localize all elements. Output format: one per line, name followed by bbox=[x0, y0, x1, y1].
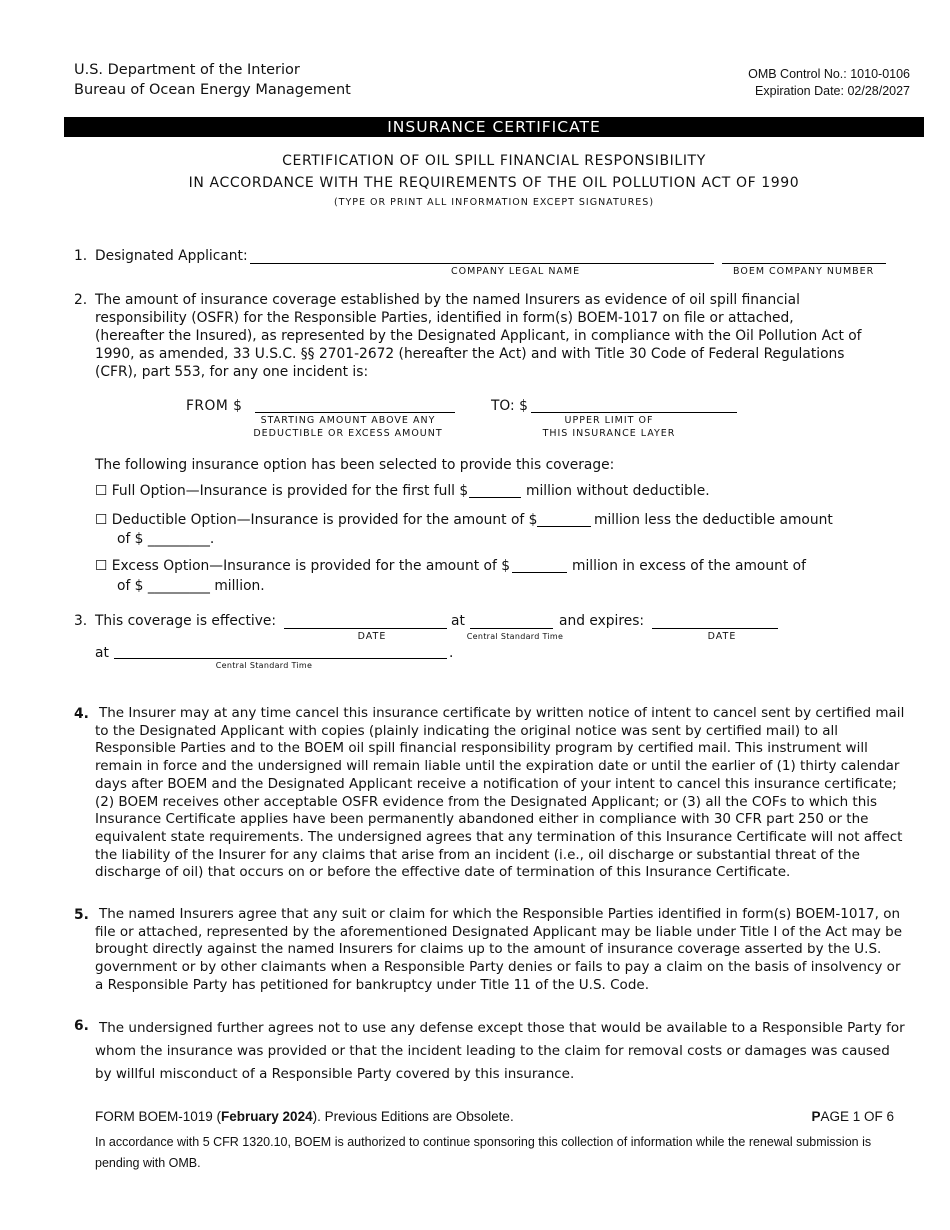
boem-company-number-caption: BOEM COMPANY NUMBER bbox=[733, 266, 875, 277]
designated-applicant-label: Designated Applicant: bbox=[95, 248, 248, 264]
item-5-text: The named Insurers agree that any suit or claim for which the Responsible Parties identified in form(s) BOEM-1017, on file or attached, represented by the aforementioned Designated Applicant may be liable under Title I of the Act may be brought directly against the named Insurers for claims up to the amount of insurance coverage asserted by the U.S. government or by other claimants when a Responsible Party denies or fails to pay a claim on the basis of insolvency or a Responsible Party has petitioned for bankruptcy under Title 11 of the U.S. Code. bbox=[95, 906, 903, 993]
to-amount-field[interactable] bbox=[531, 412, 737, 413]
excess-option-text-a[interactable]: ☐ Excess Option—Insurance is provided for the amount of $ bbox=[95, 558, 510, 574]
page-number bbox=[811, 1109, 894, 1124]
effective-time-caption: Central Standard Time bbox=[466, 632, 564, 641]
subtitle-line-1: CERTIFICATION OF OIL SPILL FINANCIAL RESPONSIBILITY bbox=[282, 153, 706, 169]
full-option-amount-field[interactable] bbox=[469, 497, 521, 498]
option-intro: The following insurance option has been selected to provide this coverage: bbox=[95, 457, 615, 473]
expiration-time-field[interactable] bbox=[114, 658, 447, 659]
department-name: U.S. Department of the Interior bbox=[74, 62, 300, 78]
effective-at-label: at bbox=[451, 613, 465, 629]
full-option-text-b: million without deductible. bbox=[526, 483, 710, 499]
item-2-text: The amount of insurance coverage established by the named Insurers as evidence of oil spill financial responsibility (OSFR) for the Responsible Parties, identified in form(s) BOEM-1017 on file or attached, (hereafter the Insured), as represented by the Designated Applicant, in compliance with the Oil Pollution Act of 1990, as amended, 33 U.S.C. §§ 2701-2672 (hereafter the Act) and with Title 30 Code of Federal Regulations (CFR), part 553, for any one incident is: bbox=[95, 292, 862, 380]
form-number bbox=[95, 1109, 514, 1124]
item-2-number: 2. bbox=[74, 292, 88, 308]
expires-at-label: at bbox=[95, 645, 109, 661]
effective-date-caption: DATE bbox=[357, 631, 387, 642]
boem-company-number-field[interactable] bbox=[722, 263, 886, 264]
effective-date-field[interactable] bbox=[284, 628, 447, 629]
deductible-amount-line[interactable]: of $ _________. bbox=[117, 531, 215, 547]
item-5-number: 5. bbox=[74, 907, 89, 923]
form-id-text: FORM BOEM-1019 ( bbox=[95, 1109, 222, 1124]
to-caption-1: UPPER LIMIT OF bbox=[564, 415, 654, 426]
expiration-date: Expiration Date: 02/28/2027 bbox=[755, 84, 910, 98]
full-option-text-a[interactable]: ☐ Full Option—Insurance is provided for the first full $ bbox=[95, 483, 469, 499]
form-revision-date: February 2024 bbox=[221, 1109, 313, 1124]
effective-time-field[interactable] bbox=[470, 628, 553, 629]
item-6-number: 6. bbox=[74, 1018, 89, 1034]
bureau-name: Bureau of Ocean Energy Management bbox=[74, 82, 351, 98]
excess-option-amount-field[interactable] bbox=[512, 572, 567, 573]
from-amount-label: FROM $ bbox=[186, 398, 243, 414]
to-amount-label: TO: $ bbox=[491, 398, 528, 414]
deductible-option-text-b: million less the deductible amount bbox=[594, 512, 833, 528]
omb-control-number: OMB Control No.: 1010-0106 bbox=[748, 67, 910, 81]
from-caption-1: STARTING AMOUNT ABOVE ANY bbox=[260, 415, 436, 426]
page-number-initial: P bbox=[811, 1109, 821, 1124]
page-number-text: AGE 1 OF 6 bbox=[820, 1109, 894, 1124]
omb-renewal-note: In accordance with 5 CFR 1320.10, BOEM is authorized to continue sponsoring this collection of information while the renewal submission is pending with OMB. bbox=[95, 1135, 872, 1170]
deductible-option-amount-field[interactable] bbox=[537, 526, 591, 527]
to-caption-2: THIS INSURANCE LAYER bbox=[542, 428, 676, 439]
expiration-date-caption: DATE bbox=[707, 631, 737, 642]
coverage-effective-label: This coverage is effective: bbox=[95, 613, 277, 629]
from-caption-2: DEDUCTIBLE OR EXCESS AMOUNT bbox=[253, 428, 443, 439]
omb-block bbox=[748, 66, 910, 100]
item-3-period: . bbox=[449, 645, 454, 661]
expiration-time-caption: Central Standard Time bbox=[215, 661, 313, 670]
item-1-number: 1. bbox=[74, 248, 88, 264]
expires-label: and expires: bbox=[559, 613, 645, 629]
subtitle-line-2: IN ACCORDANCE WITH THE REQUIREMENTS OF THE OIL POLLUTION ACT OF 1990 bbox=[188, 175, 800, 191]
company-legal-name-field[interactable] bbox=[250, 263, 714, 264]
from-amount-field[interactable] bbox=[255, 412, 455, 413]
deductible-option-text-a[interactable]: ☐ Deductible Option—Insurance is provided for the amount of $ bbox=[95, 512, 538, 528]
excess-option-text-b: million in excess of the amount of bbox=[572, 558, 806, 574]
editions-obsolete-text: ). Previous Editions are Obsolete. bbox=[312, 1109, 514, 1124]
form-title: INSURANCE CERTIFICATE bbox=[64, 117, 924, 137]
item-4-number: 4. bbox=[74, 706, 89, 722]
item-4-text: The Insurer may at any time cancel this insurance certificate by written notice of intent to cancel sent by certified mail to the Designated Applicant with copies (plainly indicating the original notice was sent by certified mail) to all Responsible Parties and to the BOEM oil spill financial responsibility program by certified mail. This instrument will remain in force and the undersigned will remain liable until the expiration date or until the earlier of (1) thirty calendar days after BOEM and the Designated Applicant receive a notification of your intent to cancel this insurance certificate; (2) BOEM receives other acceptable OSFR evidence from the Designated Applicant; or (3) all the COFs to which this Insurance Certificate applies have been permanently abandoned either in compliance with 30 CFR part 250 or the equivalent state requirements. The undersigned agrees that any termination of this Insurance Certificate will not affect the liability of the Insurer for any claims that arise from an incident (i.e., oil discharge or substantial threat of the discharge of oil) that occurs on or before the effective date of termination of this Insurance Certificate. bbox=[95, 705, 905, 881]
agency-block bbox=[74, 60, 351, 100]
excess-amount-line[interactable]: of $ _________ million. bbox=[117, 578, 265, 594]
expiration-date-field[interactable] bbox=[652, 628, 778, 629]
company-legal-name-caption: COMPANY LEGAL NAME bbox=[451, 266, 581, 277]
item-6-text: The undersigned further agrees not to use any defense except those that would be available to a Responsible Party for whom the insurance was provided or that the incident leading to the claim for removal costs or damages was caused by willful misconduct of a Responsible Party covered by this insurance. bbox=[95, 1020, 905, 1082]
item-3-number: 3. bbox=[74, 613, 88, 629]
subtitle-instructions: (TYPE OR PRINT ALL INFORMATION EXCEPT SIGNATURES) bbox=[333, 197, 655, 208]
